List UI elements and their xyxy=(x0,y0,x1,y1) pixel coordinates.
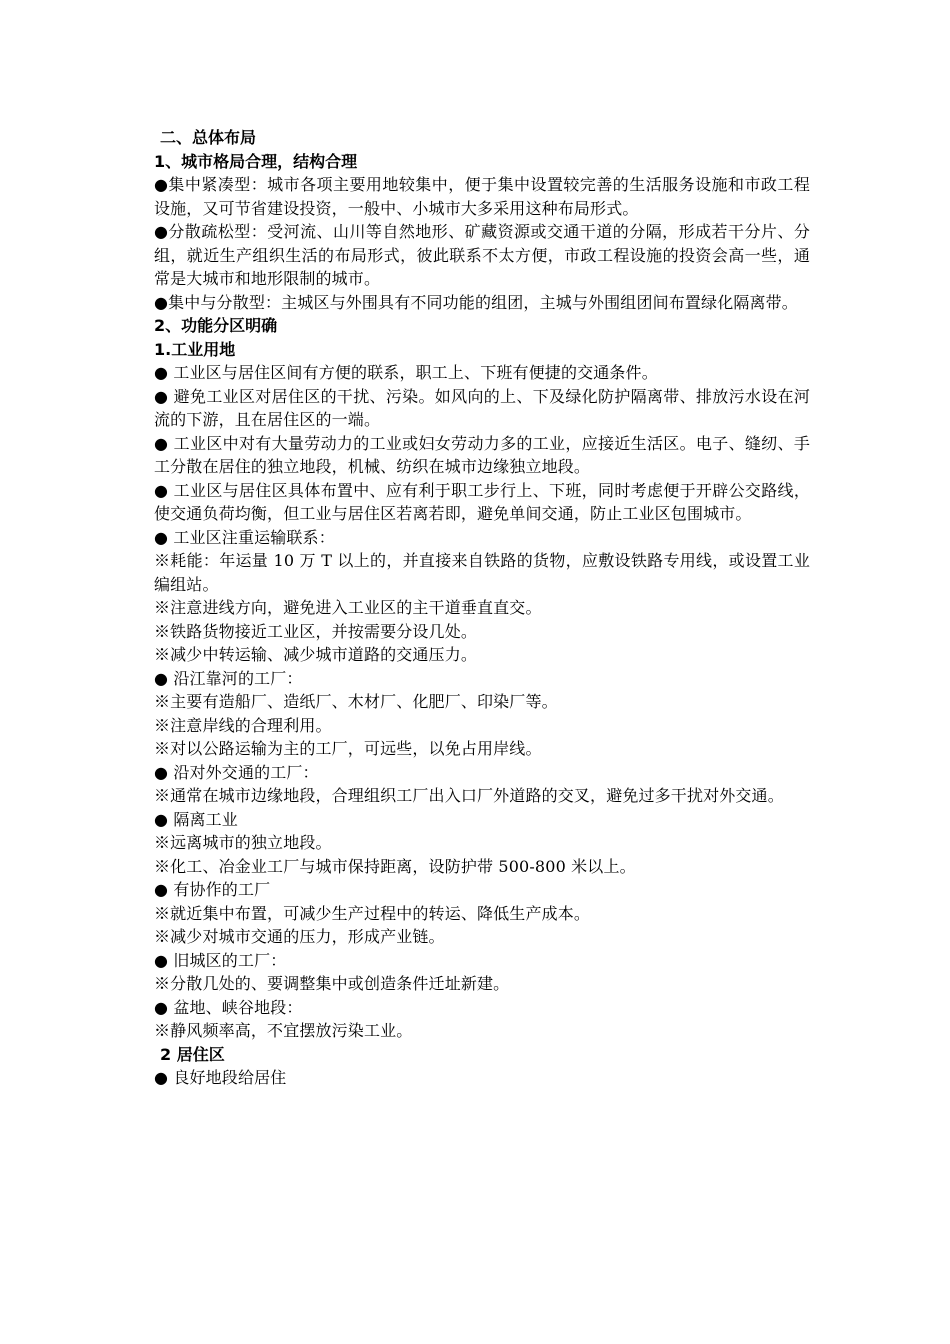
paragraph-transport: ● 工业区注重运输联系： xyxy=(154,527,335,547)
document-page xyxy=(154,126,810,1090)
heading-functional-zoning: 2、功能分区明确 xyxy=(154,316,278,335)
paragraph-residential-1: ● 良好地段给居住 xyxy=(154,1068,287,1087)
paragraph-river-2: ※注意岸线的合理利用。 xyxy=(154,715,332,735)
paragraph-transport-2: ※注意进线方向，避免进入工业区的主干道垂直直交。 xyxy=(154,598,542,617)
paragraph-basin-1: ※静风频率高，不宜摆放污染工业。 xyxy=(154,1021,413,1040)
paragraph-industrial-3: ● 工业区中对有大量劳动力的工业或妇女劳动力多的工业，应接近生活区。电子、缝纫、手工分散在居住的独立地段，机械、纺织在城市边缘独立地段。 xyxy=(154,433,810,476)
paragraph-transport-1: ※耗能：年运量 10 万 T 以上的，并直接来自铁路的货物，应敷设铁路专用线，或设置工业编组站。 xyxy=(154,551,810,594)
paragraph-industrial-1: ● 工业区与居住区间有方便的联系，职工上、下班有便捷的交通条件。 xyxy=(154,363,658,382)
paragraph-coop: ● 有协作的工厂 xyxy=(154,880,271,899)
paragraph-old-town-1: ※分散几处的、要调整集中或创造条件迁址新建。 xyxy=(154,974,510,993)
paragraph-basin: ● 盆地、峡谷地段： xyxy=(154,997,303,1017)
heading-city-layout: 1、城市格局合理，结构合理 xyxy=(154,151,358,171)
paragraph-concentrated: ●集中紧凑型：城市各项主要用地较集中，便于集中设置较完善的生活服务设施和市政工程设施，又可节省建设投资，一般中、小城市大多采用这种布局形式。 xyxy=(154,175,810,218)
paragraph-industrial-2: ● 避免工业区对居住区的干扰、污染。如风向的上、下及绿化防护隔离带、排放污水设在河流的下游，且在居住区的一端。 xyxy=(154,386,810,429)
paragraph-external: ● 沿对外交通的工厂： xyxy=(154,762,319,782)
paragraph-isolated-1: ※远离城市的独立地段。 xyxy=(154,833,332,852)
paragraph-river: ● 沿江靠河的工厂： xyxy=(154,668,303,688)
paragraph-transport-3: ※铁路货物接近工业区，并按需要分设几处。 xyxy=(154,621,478,641)
paragraph-coop-1: ※就近集中布置，可减少生产过程中的转运、降低生产成本。 xyxy=(154,903,591,923)
paragraph-coop-2: ※减少对城市交通的压力，形成产业链。 xyxy=(154,927,445,946)
paragraph-transport-4: ※减少中转运输、减少城市道路的交通压力。 xyxy=(154,645,478,664)
paragraph-mixed: ●集中与分散型：主城区与外围具有不同功能的组团，主城与外围组团间布置绿化隔离带。 xyxy=(154,292,798,312)
paragraph-dispersed: ●分散疏松型：受河流、山川等自然地形、矿藏资源或交通干道的分隔，形成若干分片、分组，就近生产组织生活的布局形式，彼此联系不太方便，市政工程设施的投资会高一些，通常是大城市和地形限制的城市。 xyxy=(154,222,810,288)
paragraph-isolated-2: ※化工、冶金业工厂与城市保持距离，设防护带 500-800 米以上。 xyxy=(154,856,636,876)
heading-industrial-land: 1.工业用地 xyxy=(154,339,236,359)
paragraph-river-1: ※主要有造船厂、造纸厂、木材厂、化肥厂、印染厂等。 xyxy=(154,692,558,711)
paragraph-external-1: ※通常在城市边缘地段，合理组织工厂出入口厂外道路的交叉，避免过多干扰对外交通。 xyxy=(154,786,784,805)
paragraph-industrial-4: ● 工业区与居住区具体布置中、应有利于职工步行上、下班，同时考虑便于开辟公交路线，使交通负荷均衡，但工业与居住区若离若即，避免单间交通，防止工业区包围城市。 xyxy=(154,480,810,523)
heading-residential: 2 居住区 xyxy=(160,1044,225,1064)
paragraph-old-town: ● 旧城区的工厂： xyxy=(154,950,287,970)
section-title: 二、总体布局 xyxy=(160,128,257,147)
paragraph-river-3: ※对以公路运输为主的工厂，可远些，以免占用岸线。 xyxy=(154,739,542,758)
paragraph-isolated: ● 隔离工业 xyxy=(154,809,238,829)
